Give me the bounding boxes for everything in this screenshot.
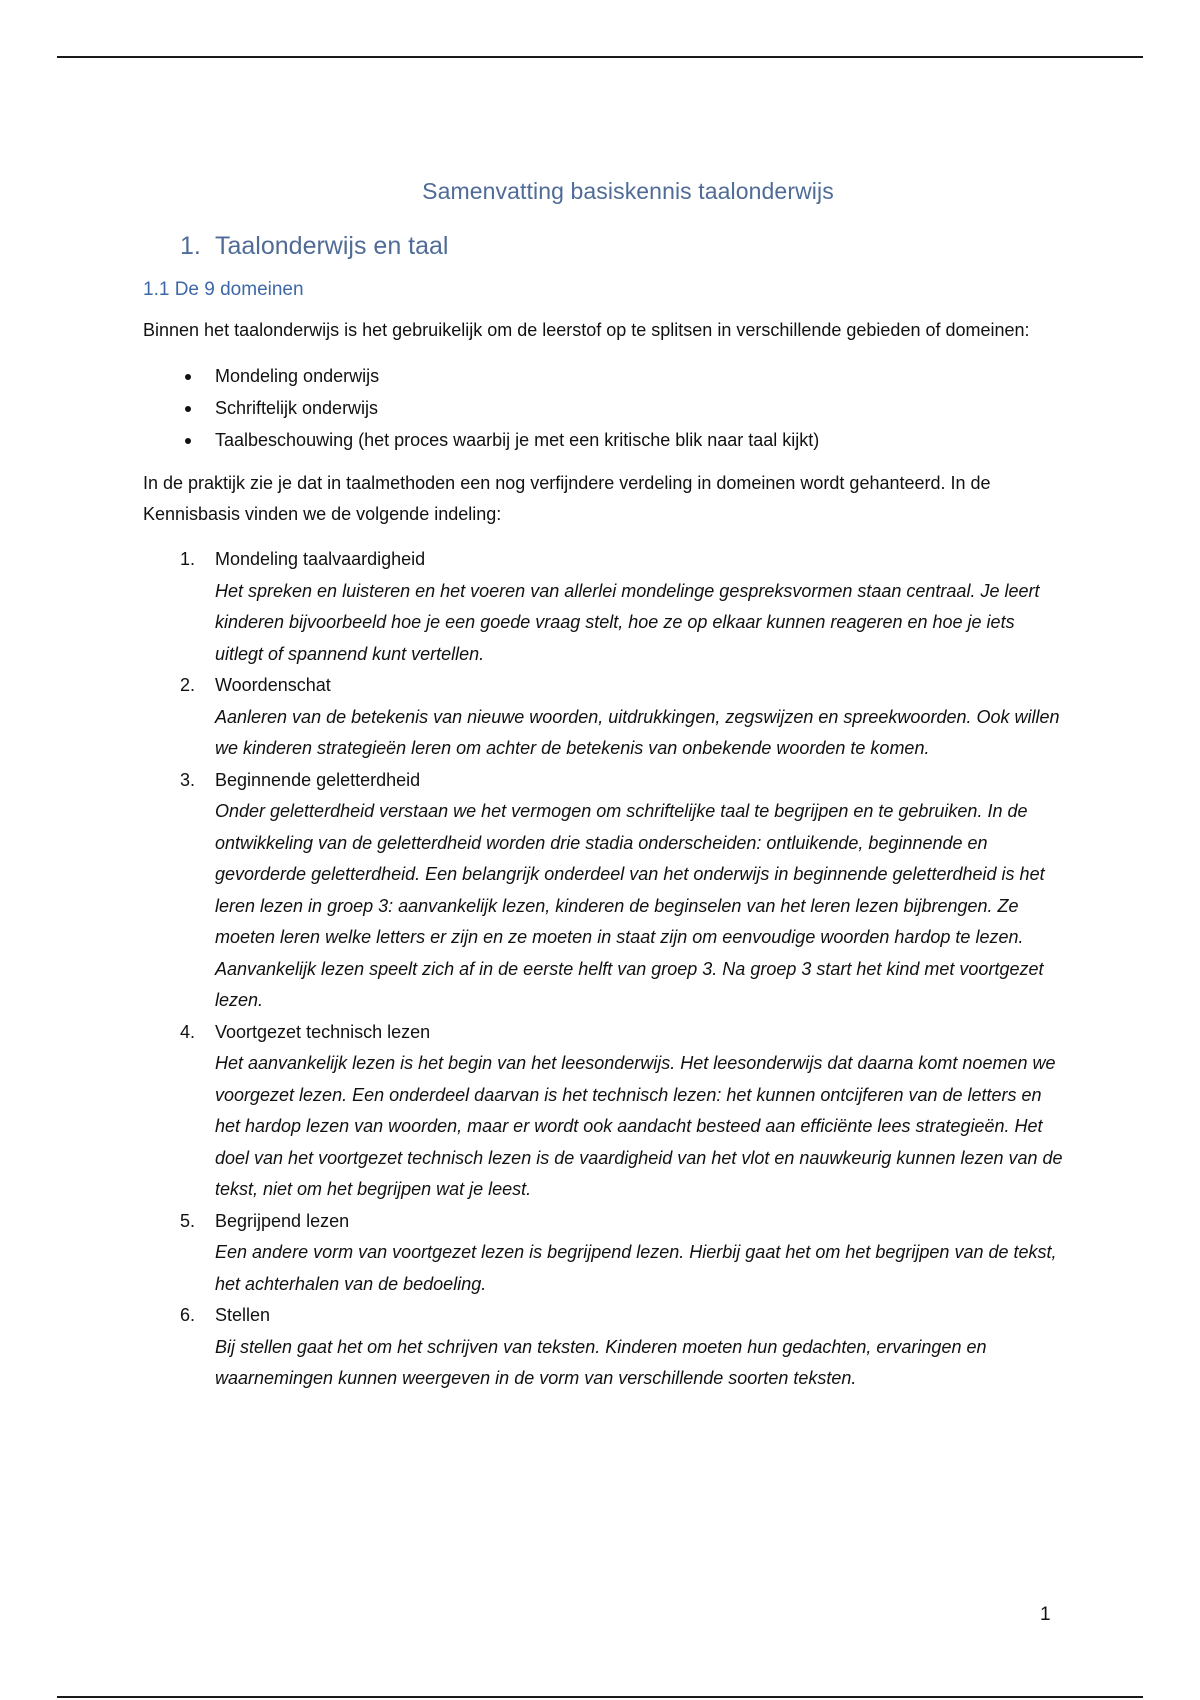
list-item: Mondeling onderwijs: [143, 360, 1063, 392]
domain-number: 6.: [180, 1305, 196, 1325]
domain-description: Het spreken en luisteren en het voeren van allerlei mondelinge gespreksvormen staan centraal. Je leert kinderen bijvoorbeeld hoe je een goede vraag stelt, hoe ze op elkaar kunnen reageren en hoe je iets uitlegt of spannend kunt vertellen.: [215, 580, 1040, 664]
page-content: [143, 178, 1063, 1395]
domain-title: Woordenschat: [215, 675, 331, 695]
domain-item: [143, 1300, 1063, 1395]
bullet-icon: [185, 438, 191, 444]
page-number: 1: [1040, 1604, 1051, 1625]
section-heading: 1.1 De 9 domeinen: [143, 279, 304, 300]
bullet-list: [143, 360, 1063, 456]
domain-description: Onder geletterdheid verstaan we het vermogen om schriftelijke taal te begrijpen en te gebruiken. In de ontwikkeling van de geletterdheid worden drie stadia onderscheiden: ontluikende, beginnende en gevorderde geletterdheid. Een belangrijk onderdeel van het onderwijs in beginnende geletterdheid is het leren lezen in groep 3: aanvankelijk lezen, kinderen de beginselen van het leren lezen bijbrengen. Ze moeten leren welke letters er zijn en ze moeten in staat zijn om eenvoudige woorden hardop te lezen. Aanvankelijk lezen speelt zich af in de eerste helft van groep 3. Na groep 3 start het kind met voortgezet lezen.: [215, 801, 1045, 1010]
list-item: Taalbeschouwing (het proces waarbij je met een kritische blik naar taal kijkt): [143, 424, 1063, 456]
domain-title: Beginnende geletterdheid: [215, 769, 421, 790]
domain-item: [143, 670, 1063, 765]
domain-item: [143, 1017, 1063, 1206]
intro-paragraph: Binnen het taalonderwijs is het gebruikelijk om de leerstof op te splitsen in verschillende gebieden of domeinen:: [143, 320, 1030, 340]
domain-item: [143, 544, 1063, 670]
domain-number: 2.: [180, 675, 196, 695]
domain-number: 4.: [180, 1021, 196, 1042]
domain-number: 1.: [180, 549, 196, 569]
footer-rule: [57, 1696, 1143, 1698]
domain-title: Stellen: [215, 1305, 271, 1325]
domain-description: Het aanvankelijk lezen is het begin van het leesonderwijs. Het leesonderwijs dat daarna komt noemen we voorgezet lezen. Een onderdeel daarvan is het technisch lezen: het kunnen ontcijferen van de letters en het hardop lezen van woorden, maar er wordt ook aandacht besteed aan efficiënte lees strategieën. Het doel van het voortgezet technisch lezen is de vaardigheid van het vlot en nauwkeurig kunnen lezen van de tekst, niet om het begrijpen wat je leest.: [215, 1053, 1063, 1199]
domain-number: 3.: [180, 769, 196, 790]
chapter-number: 1.: [180, 232, 201, 260]
domain-title: Voortgezet technisch lezen: [215, 1021, 431, 1042]
chapter-heading: [180, 232, 1063, 261]
list-item: Schriftelijk onderwijs: [143, 392, 1063, 424]
domain-description: Een andere vorm van voortgezet lezen is begrijpend lezen. Hierbij gaat het om het begrijpen van de tekst, het achterhalen van de bedoeling.: [215, 1242, 1057, 1294]
header-rule: [57, 56, 1143, 58]
domain-title: Begrijpend lezen: [215, 1210, 350, 1231]
domain-description: Aanleren van de betekenis van nieuwe woorden, uitdrukkingen, zegswijzen en spreekwoorden. Ook willen we kinderen strategieën leren om achter de betekenis van onbekende woorden te komen.: [215, 706, 1060, 758]
domain-item: [143, 765, 1063, 1017]
chapter-title: Taalonderwijs en taal: [215, 232, 449, 260]
bullet-icon: [185, 406, 191, 412]
domain-title: Mondeling taalvaardigheid: [215, 549, 426, 569]
domain-list: [143, 544, 1063, 1395]
domains-intro-paragraph: In de praktijk zie je dat in taalmethoden een nog verfijndere verdeling in domeinen wordt gehanteerd. In de Kennisbasis vinden we de volgende indeling:: [143, 473, 991, 524]
domain-description: Bij stellen gaat het om het schrijven van teksten. Kinderen moeten hun gedachten, ervaringen en waarnemingen kunnen weergeven in de vorm van verschillende soorten teksten.: [215, 1336, 987, 1388]
domain-item: [143, 1206, 1063, 1301]
document-title: Samenvatting basiskennis taalonderwijs: [422, 178, 834, 204]
domain-number: 5.: [180, 1210, 196, 1231]
bullet-icon: [185, 374, 191, 380]
